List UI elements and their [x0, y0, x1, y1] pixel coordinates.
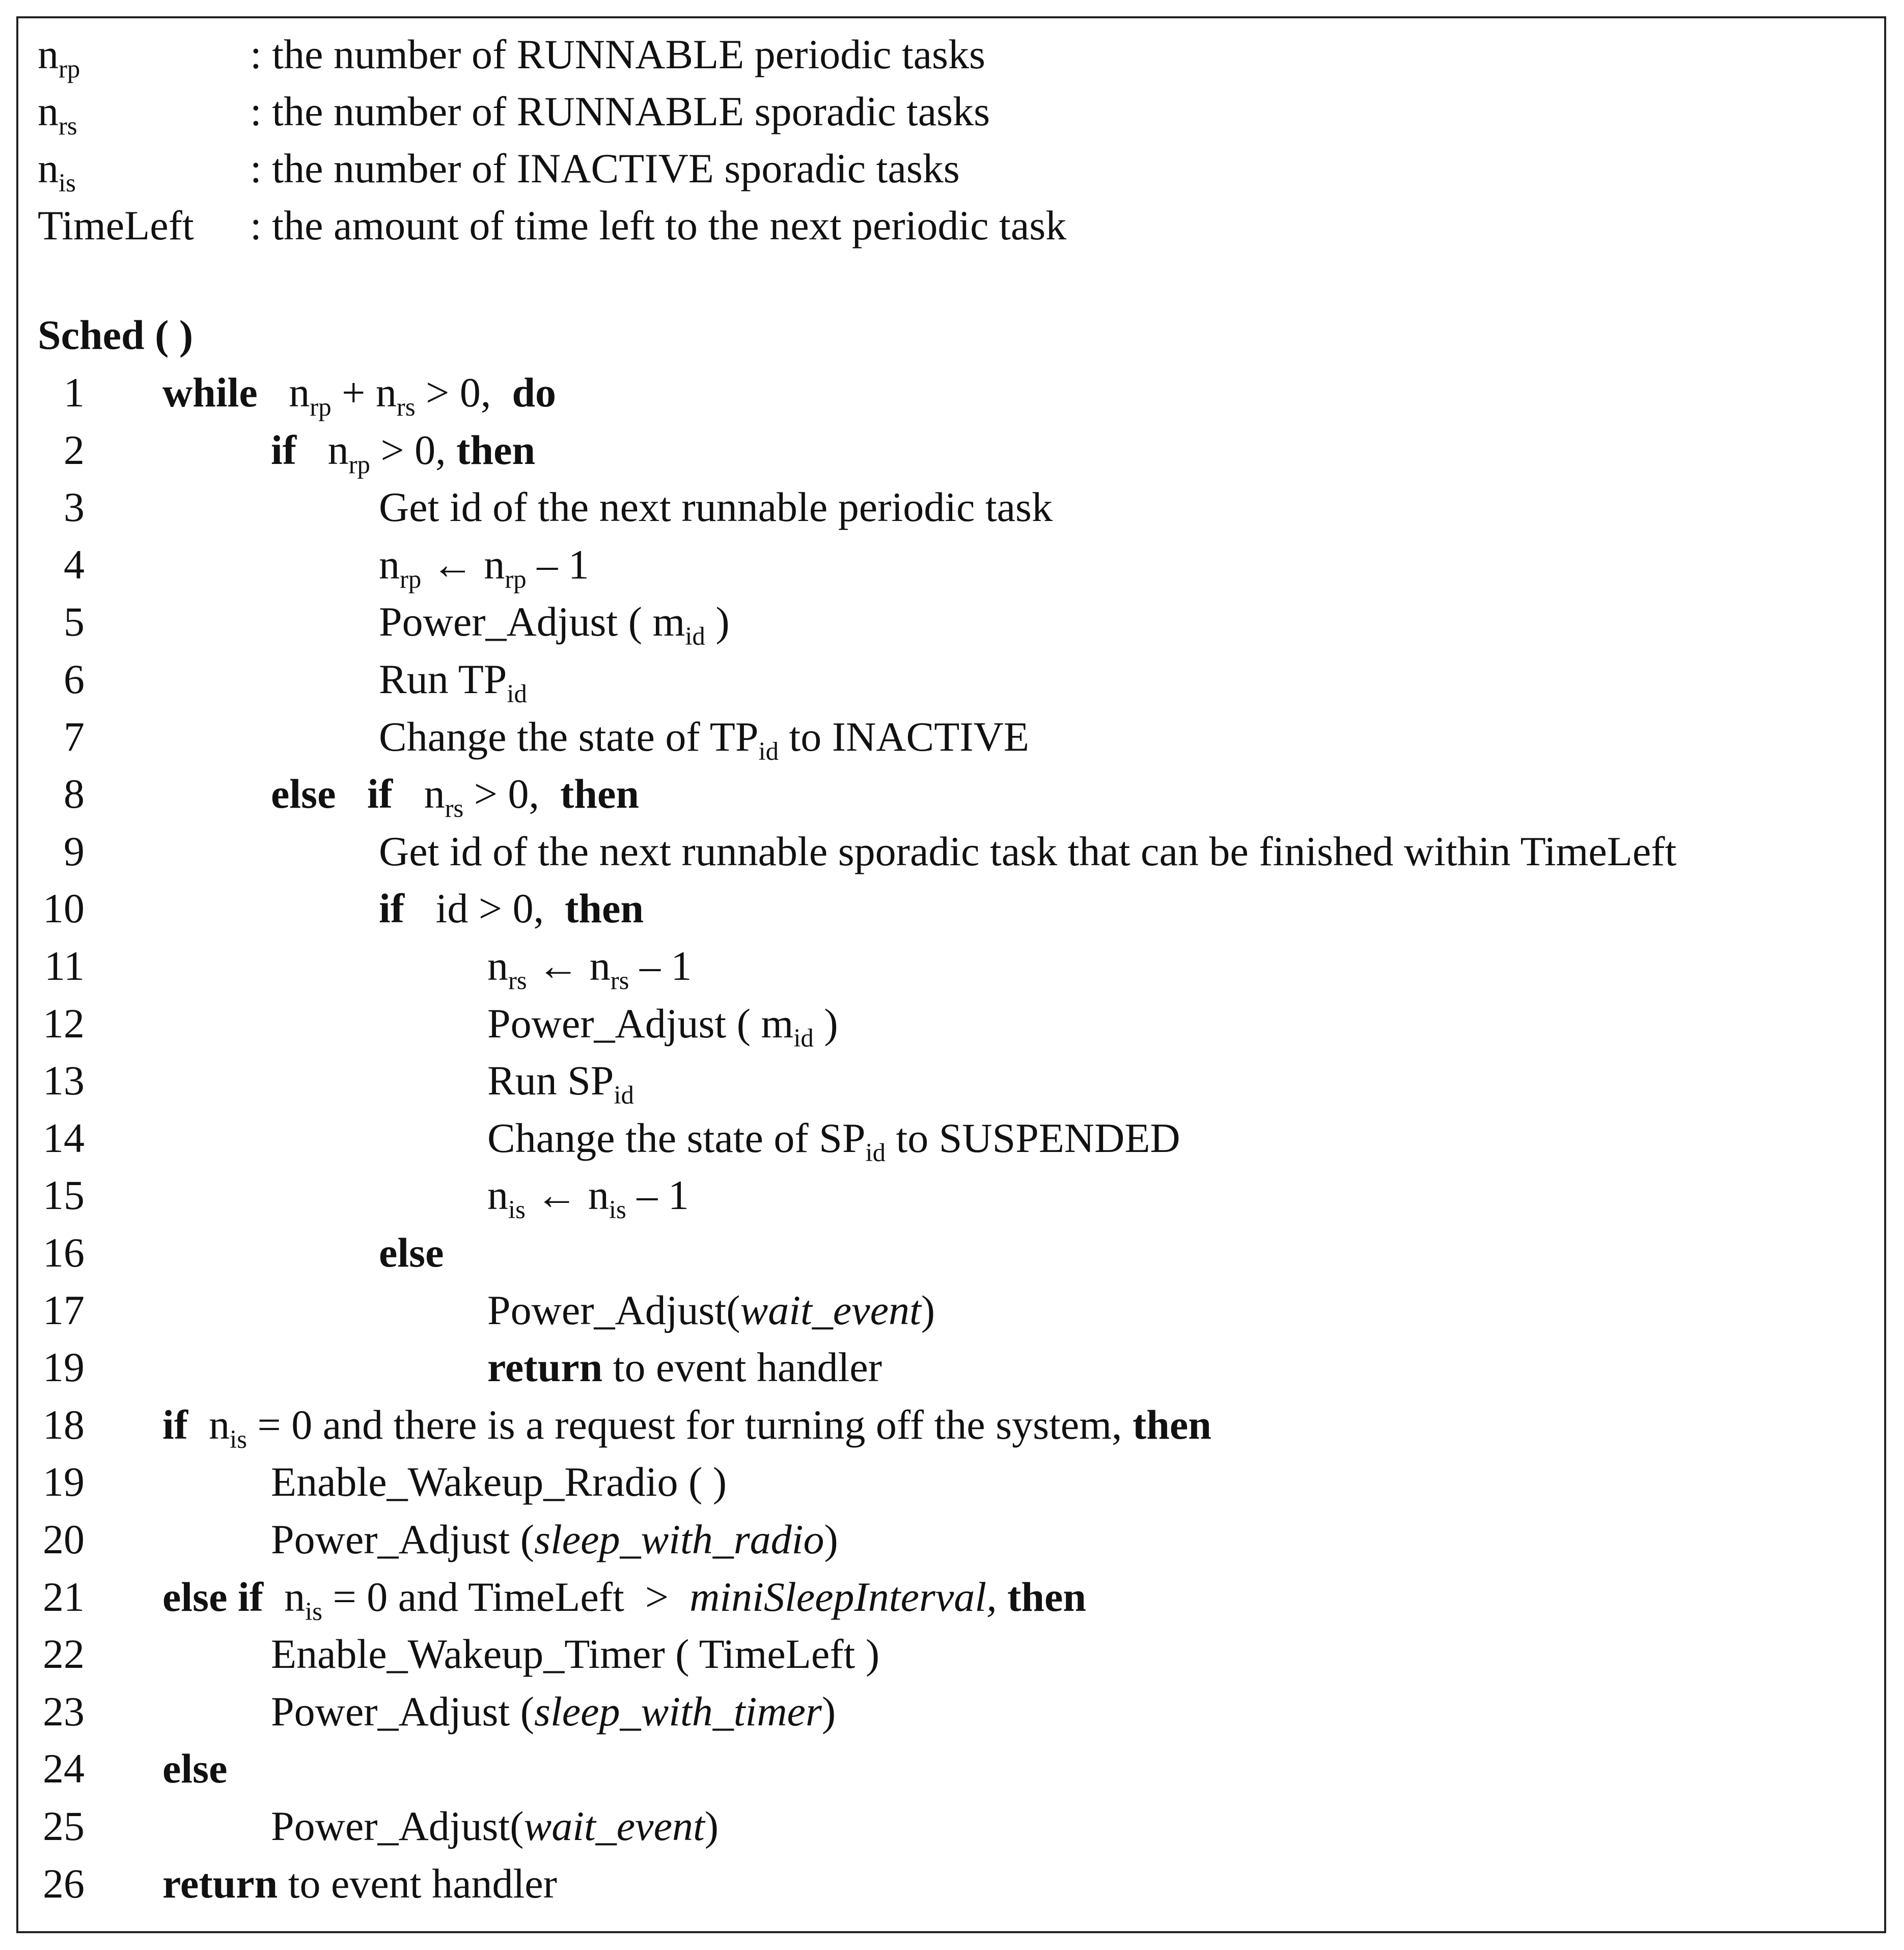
definition-text: : the amount of time left to the next periodic task: [250, 202, 1067, 249]
code-line: [18, 1630, 1884, 1681]
line-code: $n_{rs}$ ← $n_{rs} - 1$: [487, 943, 692, 995]
line-code: if $n_{rp} > 0$, then: [271, 426, 536, 479]
code-line: [18, 1229, 1884, 1280]
code-line: [18, 598, 1884, 649]
code-line: [18, 655, 1884, 706]
line-code: Change the state of $TP_{id}$ to INACTIVE: [379, 713, 1029, 765]
code-line: [18, 1401, 1884, 1452]
line-number: 5: [64, 598, 85, 645]
line-number: 2: [64, 426, 85, 473]
code-line: [18, 1745, 1884, 1796]
line-number: 24: [43, 1745, 85, 1792]
line-code: Power_Adjust(wait_event): [271, 1803, 719, 1849]
line-code: Run $TP_{id}$: [379, 656, 527, 708]
line-number: 17: [43, 1286, 85, 1333]
line-code: return to event handler: [487, 1344, 882, 1391]
line-code: else if $n_{is} = 0$ and TimeLeft > miniSleepInterval, then: [162, 1573, 1086, 1626]
line-number: 4: [64, 541, 85, 588]
line-code: while $n_{rp} + n_{rs} > 0$, do: [162, 369, 556, 421]
line-number: 7: [64, 713, 85, 760]
code-line: [18, 1802, 1884, 1853]
line-code: Change the state of $SP_{id}$ to SUSPENDED: [487, 1114, 1180, 1167]
line-code: Power_Adjust(wait_event): [487, 1286, 935, 1333]
line-number: 19: [43, 1459, 85, 1505]
line-number: 25: [43, 1803, 85, 1849]
code-line: [18, 1286, 1884, 1337]
code-line: [18, 1171, 1884, 1222]
code-line: [18, 713, 1884, 764]
line-code: else: [379, 1229, 444, 1276]
line-code: Power_Adjust ( $m_{id}$ ): [487, 1000, 838, 1052]
line-number: 19: [43, 1344, 85, 1391]
line-number: 1: [64, 369, 85, 416]
line-number: 3: [64, 484, 85, 531]
line-number: 6: [64, 656, 85, 702]
line-number: 22: [43, 1631, 85, 1678]
definition-symbol: TimeLeft: [38, 202, 194, 249]
line-code: $n_{rp}$ ← $n_{rp} - 1$: [379, 541, 589, 593]
line-number: 16: [43, 1229, 85, 1276]
code-line: [18, 1573, 1884, 1624]
line-code: if $n_{is} = 0$ and there is a request for turning off the system, then: [162, 1401, 1211, 1453]
code-line: [18, 1458, 1884, 1509]
code-line: [18, 1343, 1884, 1394]
code-line: [18, 1114, 1884, 1165]
line-number: 23: [43, 1688, 85, 1735]
line-number: 9: [64, 828, 85, 874]
algorithm-content: [18, 18, 1884, 1931]
definition-text: : the number of INACTIVE sporadic tasks: [250, 145, 960, 191]
definition-row: [18, 31, 1884, 81]
line-number: 11: [44, 943, 85, 989]
line-number: 12: [43, 1000, 85, 1047]
line-code: return to event handler: [162, 1860, 557, 1907]
line-code: Power_Adjust (sleep_with_radio): [271, 1516, 838, 1562]
line-code: Get id of the next runnable periodic task: [379, 484, 1053, 531]
code-line: [18, 426, 1884, 477]
line-number: 26: [43, 1860, 85, 1907]
definition-text: : the number of RUNNABLE sporadic tasks: [250, 88, 990, 134]
code-line: [18, 541, 1884, 592]
definition-row: [18, 145, 1884, 196]
line-code: Enable_Wakeup_Timer ( TimeLeft ): [271, 1631, 880, 1678]
definition-symbol: $n_{rp}$: [38, 31, 80, 83]
code-line: [18, 1688, 1884, 1739]
code-line: [18, 483, 1884, 534]
line-code: $n_{is}$ ← $n_{is} - 1$: [487, 1172, 689, 1224]
line-code: if id > 0, then: [379, 885, 644, 932]
line-number: 18: [43, 1401, 85, 1448]
definition-row: [18, 202, 1884, 253]
line-number: 10: [43, 885, 85, 932]
code-line: [18, 770, 1884, 821]
line-code: Power_Adjust (sleep_with_timer): [271, 1688, 836, 1735]
code-line: [18, 1516, 1884, 1567]
algorithm-box: [16, 16, 1886, 1933]
line-number: 15: [43, 1172, 85, 1219]
line-code: Get id of the next runnable sporadic task that can be finished within TimeLeft: [379, 828, 1677, 874]
code-line: [18, 1000, 1884, 1051]
line-code: else: [162, 1745, 228, 1792]
definition-text: : the number of RUNNABLE periodic tasks: [250, 31, 985, 77]
code-line: [18, 885, 1884, 936]
code-line: [18, 1860, 1884, 1911]
line-number: 20: [43, 1516, 85, 1562]
line-code: Power_Adjust ( $m_{id}$ ): [379, 598, 730, 651]
definition-symbol: $n_{is}$: [38, 145, 76, 197]
line-code: else if $n_{rs} > 0$, then: [271, 771, 639, 822]
definition-row: [18, 88, 1884, 139]
definition-symbol: $n_{rs}$: [38, 88, 77, 140]
function-title: Sched ( ): [38, 312, 194, 358]
code-line: [18, 369, 1884, 420]
line-number: 14: [43, 1114, 85, 1161]
line-number: 8: [64, 771, 85, 817]
code-line: [18, 942, 1884, 993]
code-line: [18, 1057, 1884, 1108]
line-code: Run $SP_{id}$: [487, 1057, 634, 1109]
line-code: Enable_Wakeup_Rradio ( ): [271, 1459, 727, 1505]
line-number: 13: [43, 1057, 85, 1104]
code-line: [18, 828, 1884, 878]
line-number: 21: [43, 1573, 85, 1620]
